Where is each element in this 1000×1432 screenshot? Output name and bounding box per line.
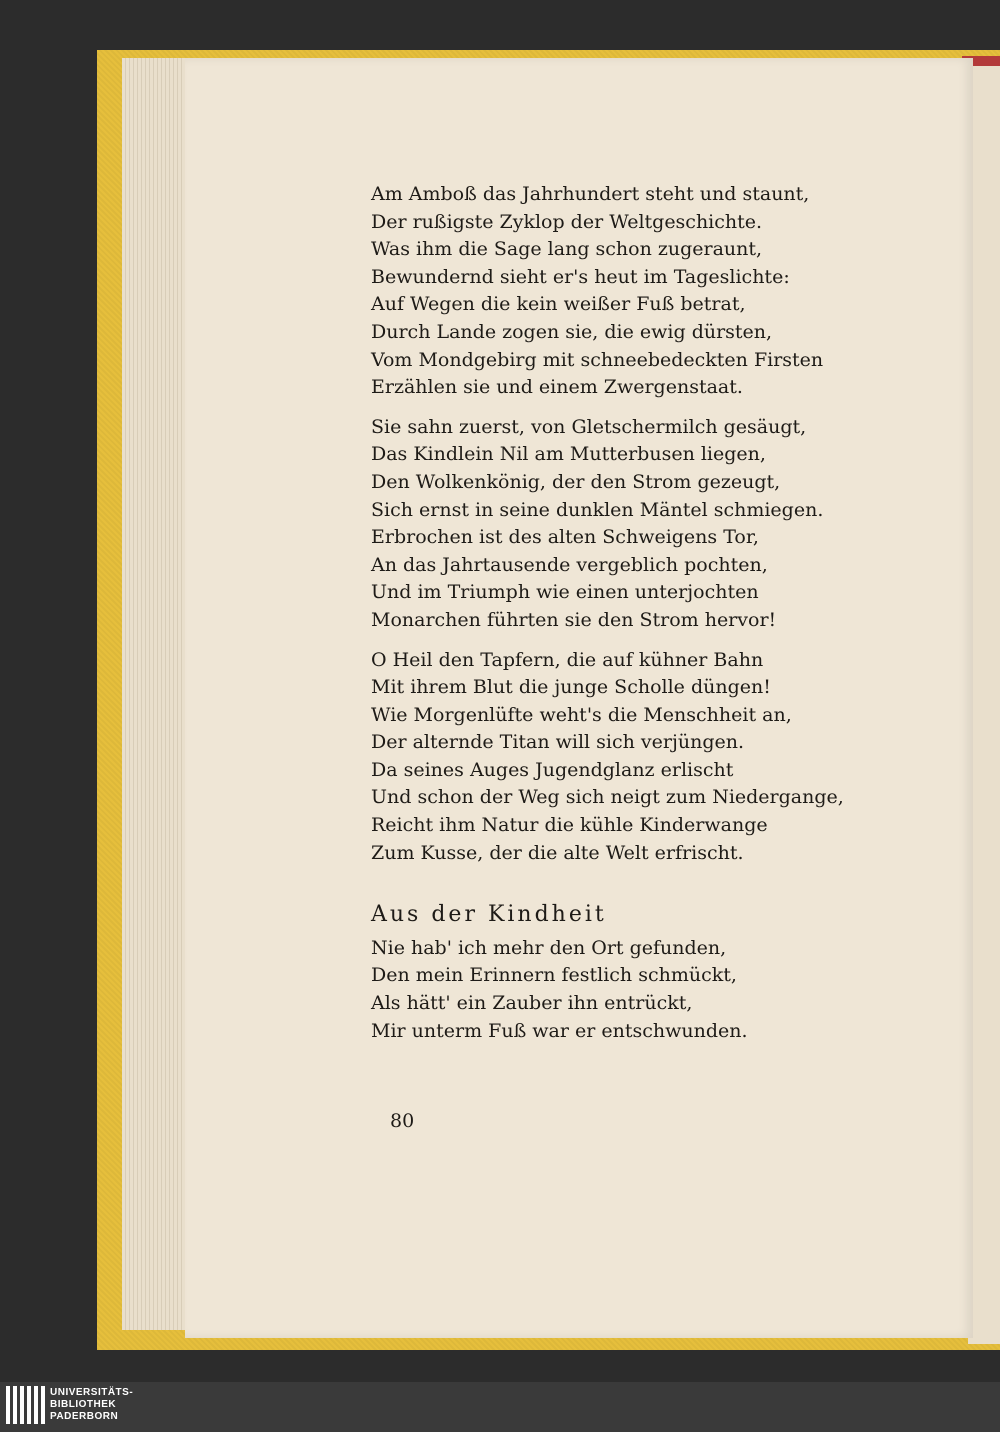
poem-line: Erbrochen ist des alten Schweigens Tor, [371,526,759,549]
poem-line: Sie sahn zuerst, von Gletschermilch gesäugt, [371,415,807,438]
poem-line: Als hätt' ein Zauber ihn entrückt, [371,992,693,1015]
page-number: 80 [390,1110,415,1132]
library-logo-icon [6,1386,45,1424]
poem-line: Mir unterm Fuß war er entschwunden. [371,1019,748,1042]
library-footer [0,1382,1000,1432]
poem-line: Und schon der Weg sich neigt zum Niedergange, [371,786,844,809]
library-logo-text [50,1387,133,1423]
poem-line: Durch Lande zogen sie, die ewig dürsten, [371,320,773,343]
poem-line: Monarchen führten sie den Strom hervor! [371,608,777,631]
logo-line: BIBLIOTHEK [50,1399,117,1410]
poem-line: Der alternde Titan will sich verjüngen. [371,731,745,754]
poem-line: Und im Triumph wie einen unterjochten [371,581,759,604]
poem-line: An das Jahrtausende vergeblich pochten, [371,553,768,576]
page-stack-edges [122,58,190,1330]
poem-line: Zum Kusse, der die alte Welt erfrischt. [371,841,744,864]
poem-line: O Heil den Tapfern, die auf kühner Bahn [371,648,764,671]
poem-line: Der rußigste Zyklop der Weltgeschichte. [371,210,763,233]
poem-line: Vom Mondgebirg mit schneebedeckten Firsten [371,348,824,371]
poem-line: Sich ernst in seine dunklen Mäntel schmiegen. [371,498,824,521]
poem-line: Erzählen sie und einem Zwergenstaat. [371,376,743,399]
poem-line: Mit ihrem Blut die junge Scholle düngen! [371,676,771,699]
poem-line: Wie Morgenlüfte weht's die Menschheit an, [371,703,792,726]
stanza-kindheit [371,935,791,1045]
poem-line: Den Wolkenkönig, der den Strom gezeugt, [371,470,781,493]
logo-line: UNIVERSITÄTS- [50,1387,134,1398]
poem-line: Das Kindlein Nil am Mutterbusen liegen, [371,443,766,466]
poem-line: Den mein Erinnern festlich schmückt, [371,964,737,987]
stanza-2 [371,414,824,635]
page-text [371,181,844,1057]
poem-line: Auf Wegen die kein weißer Fuß betrat, [371,293,746,316]
stanza-1 [371,181,824,402]
poem-line: Am Amboß das Jahrhundert steht und staunt, [371,183,810,205]
poem-line: Da seines Auges Jugendglanz erlischt [371,758,734,781]
stanza-3 [371,647,844,868]
poem-line: Bewundernd sieht er's heut im Tageslichte: [371,265,790,288]
logo-line: PADERBORN [50,1411,119,1422]
poem-line: Nie hab' ich mehr den Ort gefunden, [371,936,727,959]
poem-line: Was ihm die Sage lang schon zugeraunt, [371,238,763,261]
poem-line: Reicht ihm Natur die kühle Kinderwange [371,814,768,837]
section-heading: Aus der Kindheit [371,902,607,928]
